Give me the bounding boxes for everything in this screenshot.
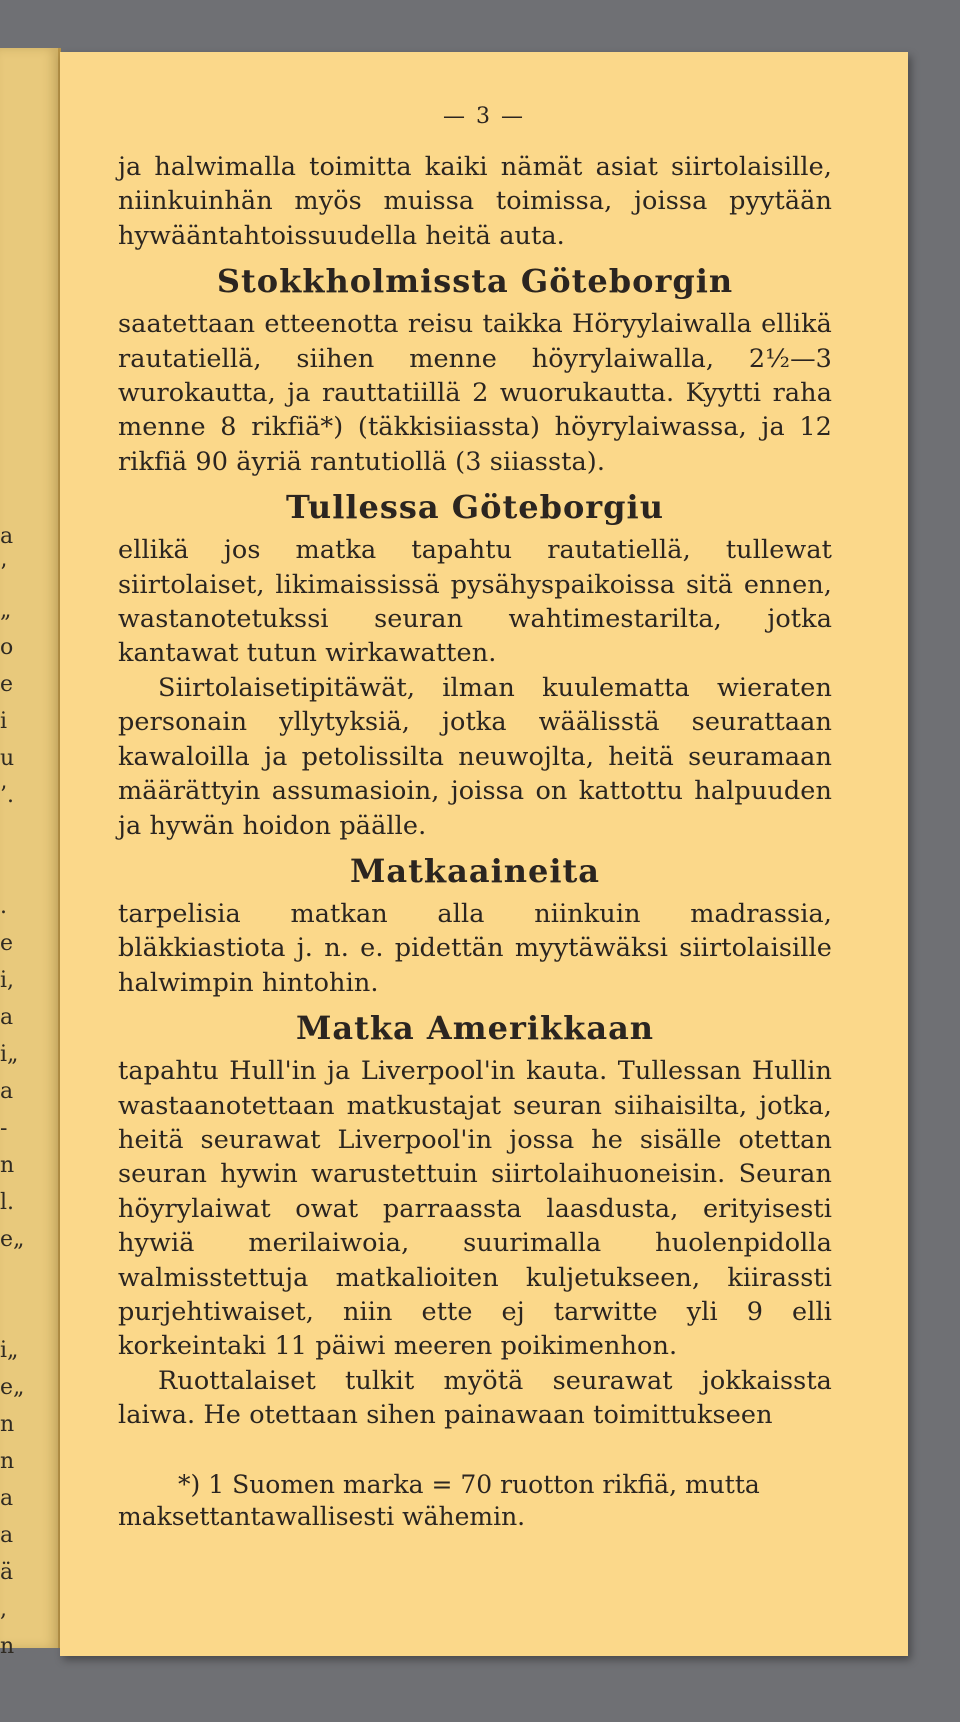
paragraph-goteborg-2: Siirtolaisetipitäwät, ilman kuulematta wieraten personain yllytyksiä, jotka wäälisstä seurattaan kawaloilla ja petolissilta neuwojlta, heitä seuramaan määrättyin assumasioin, joissa on kattottu halpuuden ja hywän hoidon päälle.	[118, 672, 832, 841]
edge-fragment: e	[0, 672, 14, 697]
edge-fragment: i	[0, 709, 8, 734]
edge-fragment	[0, 851, 20, 888]
previous-page-edge	[0, 48, 61, 1659]
edge-fragment: -	[0, 1116, 8, 1141]
edge-fragment	[0, 1258, 20, 1295]
heading-stockholm: Stokkholmissta Göteborgin	[216, 262, 734, 301]
edge-fragment: i,	[0, 968, 15, 993]
footnote	[118, 1469, 832, 1533]
heading-matkaaineita: Matkaaineita	[349, 851, 601, 890]
paragraph-amerikka-1: tapahtu Hull'in ja Liverpool'in kauta. Tullessan Hullin wastaanotettaan matkustajat seuran siihaisilta, jotka, heitä seurawat Liverpool'in jossa he sisälle otettan seuran hywin warustettuin siirtolaihuoneisin. Seuran höyrylaiwat owat parraassta laasdusta, erityisesti hywiä merilaiwoia, suurimalla huolenpidolla walmisstettuja matkalioiten kuljetukseen, kiirassti purjehtiwaiset, niin ette ej tarwitte yli 9 elli korkeintaki 11 päiwi meeren poikimenhon.	[118, 1056, 832, 1362]
page-body	[118, 150, 832, 1533]
paragraph-intro: ja halwimalla toimitta kaiki nämät asiat siirtolaisille, niinkuinhän myös muissa toimissa, joissa pyytään hywääntahtoissuudella heitä auta.	[118, 152, 832, 251]
edge-fragment: n	[0, 1412, 15, 1437]
edge-fragment: u	[0, 746, 15, 771]
footnote-mark: *)	[178, 1469, 201, 1499]
edge-fragment: a	[0, 1523, 14, 1548]
footnote-text: 1 Suomen marka = 70 ruotton rikfiä, mutta maksettantawallisesti wähemin.	[118, 1469, 760, 1531]
edge-fragment: i„	[0, 1338, 19, 1363]
page-number: — 3 —	[443, 104, 525, 129]
edge-fragment: ,	[0, 1597, 7, 1622]
edge-fragment: a	[0, 1079, 14, 1104]
paragraph-matkaaineita: tarpelisia matkan alla niinkuin madrassia, bläkkiastiota j. n. e. pidettän myytäwäksi siirtolaisille halwimpin hintohin.	[118, 898, 832, 998]
edge-fragment: e	[0, 931, 14, 956]
heading-goteborg: Tullessa Göteborgiu	[286, 488, 664, 527]
edge-fragment: ä	[0, 1560, 14, 1585]
edge-fragment: a	[0, 1486, 14, 1511]
edge-fragment: e„	[0, 1375, 25, 1400]
edge-fragment: ’	[0, 561, 7, 586]
booklet-page	[60, 52, 908, 1656]
edge-fragment: e„	[0, 1227, 25, 1252]
paragraph-stockholm: saatettaan etteenotta reisu taikka Höryylaiwalla ellikä rautatiellä, siihen menne höyrylaiwalla, 2½—3 wurokautta, ja rauttatiillä 2 wuorukautta. Kyytti raha menne 8 rikfiä*) (täkkisiiassta) höyrylaiwassa, ja 12 rikfiä 90 äyriä rantutiollä (3 siiassta).	[118, 309, 832, 477]
previous-page-text-fragments	[0, 518, 25, 1665]
edge-fragment: n	[0, 1449, 15, 1474]
edge-fragment: n	[0, 1153, 15, 1178]
edge-fragment	[0, 1295, 20, 1332]
paragraph-amerikka-2: Ruottalaiset tulkit myötä seurawat jokkaissta laiwa. He otettaan sihen painawaan toimittukseen	[118, 1365, 832, 1431]
edge-fragment: n	[0, 1634, 15, 1659]
paragraph-goteborg-1: ellikä jos matka tapahtu rautatiellä, tullewat siirtolaiset, likimaississä pysähyspaikoissa sitä ennen, wastanotetukssi seuran wahtimestarilta, jotka kantawat tutun wirkawatten.	[118, 535, 832, 669]
edge-fragment: o	[0, 635, 14, 660]
edge-fragment: i„	[0, 1042, 19, 1067]
edge-fragment: l.	[0, 1190, 15, 1215]
edge-fragment: „	[0, 598, 12, 623]
edge-fragment: .	[0, 894, 7, 919]
heading-amerikka: Matka Amerikkaan	[295, 1009, 655, 1048]
edge-fragment	[0, 814, 20, 851]
edge-fragment: a	[0, 524, 14, 549]
edge-fragment: ’.	[0, 783, 14, 808]
edge-fragment: a	[0, 1005, 14, 1030]
